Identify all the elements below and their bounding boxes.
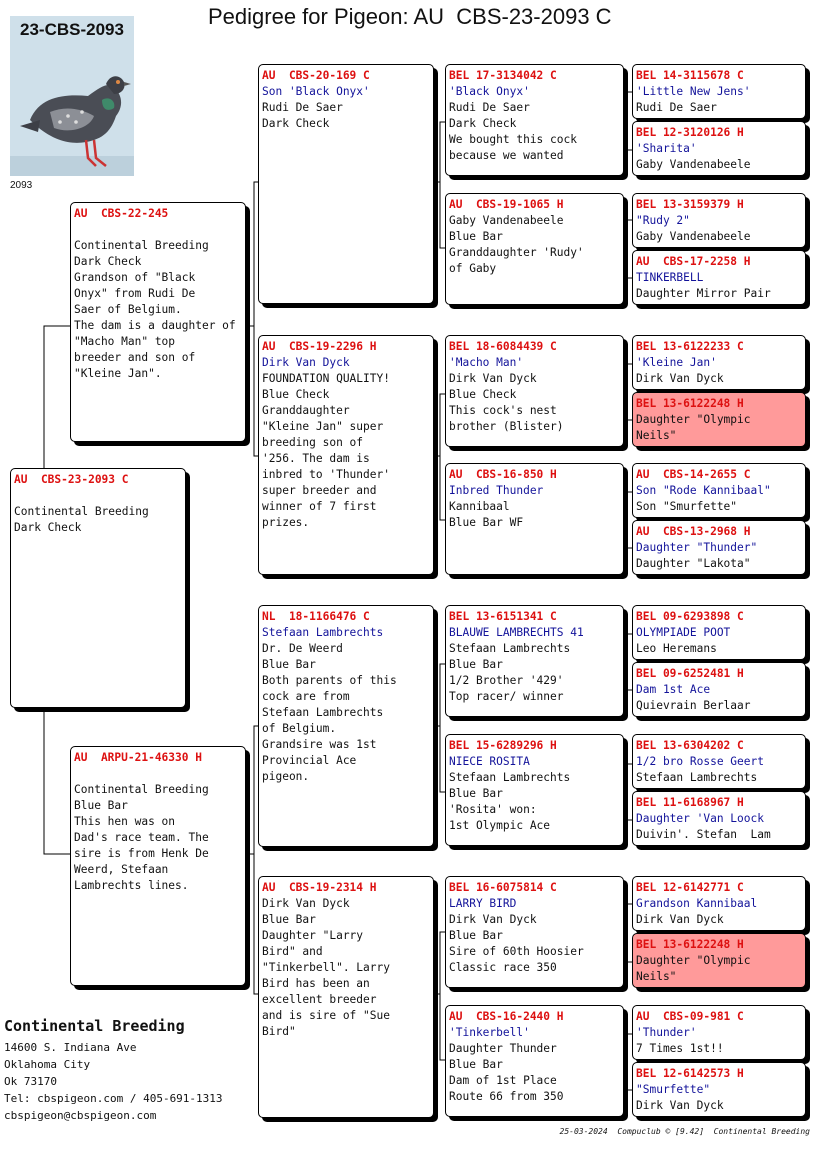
pedigree-note-line: Bird has been an xyxy=(262,977,370,990)
ring-number: BEL 13-6304202 C xyxy=(636,739,744,752)
ring-number: BEL 13-6122233 C xyxy=(636,340,744,353)
pedigree-box-g4 xyxy=(632,250,806,305)
pedigree-note-line: Blue Bar xyxy=(74,799,128,812)
pedigree-note-line: Top racer/ winner xyxy=(449,690,564,703)
pigeon-name: Inbred Thunder xyxy=(449,484,544,497)
pedigree-box-g3 xyxy=(445,335,624,447)
pigeon-name: BLAUWE LAMBRECHTS 41 xyxy=(449,626,584,639)
pigeon-name: 'Thunder' xyxy=(636,1026,697,1039)
pedigree-note-line: Grandsire was 1st xyxy=(262,738,377,751)
pedigree-note-line: Son "Smurfette" xyxy=(636,500,738,513)
pedigree-note-line: "Macho Man" top xyxy=(74,335,176,348)
pedigree-note-line: brother (Blister) xyxy=(449,420,564,433)
ring-number: BEL 15-6289296 H xyxy=(449,739,557,752)
ring-number: BEL 13-3159379 H xyxy=(636,198,744,211)
ring-number: BEL 13-6151341 C xyxy=(449,610,557,623)
pedigree-note-line: Blue Check xyxy=(449,388,517,401)
pedigree-note-line: of Gaby xyxy=(449,262,497,275)
pedigree-note-line: pigeon. xyxy=(262,770,310,783)
pedigree-note-line: Stefaan Lambrechts xyxy=(636,771,758,784)
ring-number: AU CBS-19-1065 H xyxy=(449,198,564,211)
breeder-tel: Tel: cbspigeon.com / 405-691-1313 xyxy=(4,1092,223,1105)
pedigree-note-line: This hen was on xyxy=(74,815,176,828)
pedigree-note-line: Daughter "Olympic xyxy=(636,954,751,967)
pedigree-note-line: Provincial Ace xyxy=(262,754,357,767)
pedigree-note-line: Onyx" from Rudi De xyxy=(74,287,196,300)
pigeon-name: Daughter 'Van Loock xyxy=(636,812,764,825)
pedigree-note-line: Granddaughter 'Rudy' xyxy=(449,246,584,259)
pedigree-note-line: Dad's race team. The xyxy=(74,831,209,844)
pedigree-note-line: Dark Check xyxy=(262,117,330,130)
pedigree-note-line: Classic race 350 xyxy=(449,961,557,974)
pedigree-box-dam xyxy=(70,746,246,986)
ring-number: BEL 13-6122248 H xyxy=(636,397,744,410)
pedigree-note-line: Granddaughter xyxy=(262,404,350,417)
pedigree-note-line: breeder and son of xyxy=(74,351,196,364)
pedigree-note-line: Continental Breeding xyxy=(14,505,149,518)
ring-number: AU CBS-19-2296 H xyxy=(262,340,377,353)
ring-number: BEL 16-6075814 C xyxy=(449,881,557,894)
pigeon-name: 'Tinkerbell' xyxy=(449,1026,530,1039)
pedigree-box-g3 xyxy=(445,64,624,176)
pigeon-name: OLYMPIADE POOT xyxy=(636,626,731,639)
breeder-info xyxy=(4,1018,223,1124)
pedigree-note-line: Continental Breeding xyxy=(74,783,209,796)
ring-number: AU CBS-22-245 xyxy=(74,207,169,220)
pedigree-box-g4 xyxy=(632,876,806,931)
page-title: Pedigree for Pigeon: AU CBS-23-2093 C xyxy=(208,4,612,29)
pigeon-name: TINKERBELL xyxy=(636,271,704,284)
pigeon-name: 'Kleine Jan' xyxy=(636,356,717,369)
pedigree-note-line: Daughter "Lakota" xyxy=(636,557,751,570)
pedigree-box-sire xyxy=(70,202,246,442)
pedigree-note-line: cock are from xyxy=(262,690,350,703)
footer-date: 25-03-2024 xyxy=(559,1127,608,1136)
ring-number: AU ARPU-21-46330 H xyxy=(74,751,202,764)
pedigree-note-line: Dirk Van Dyck xyxy=(449,372,537,385)
pedigree-note-line: Dirk Van Dyck xyxy=(449,913,537,926)
pedigree-note-line: We bought this cock xyxy=(449,133,577,146)
ring-number: AU CBS-23-2093 C xyxy=(14,473,129,486)
ring-number: AU CBS-20-169 C xyxy=(262,69,370,82)
pedigree-note-line: The dam is a daughter of xyxy=(74,319,236,332)
pedigree-note-line: Dirk Van Dyck xyxy=(636,372,724,385)
pedigree-note-line: Blue Bar xyxy=(449,787,503,800)
pedigree-note-line: Dark Check xyxy=(449,117,517,130)
ring-number: AU CBS-13-2968 H xyxy=(636,525,751,538)
pedigree-note-line: prizes. xyxy=(262,516,310,529)
pigeon-name: Son "Rode Kannibaal" xyxy=(636,484,771,497)
pedigree-box-subject xyxy=(10,468,186,708)
pedigree-note-line: Kannibaal xyxy=(449,500,510,513)
pigeon-name: "Rudy 2" xyxy=(636,214,690,227)
pedigree-note-line: Continental Breeding xyxy=(74,239,209,252)
pedigree-box-g4 xyxy=(632,1005,806,1060)
pigeon-name: Dam 1st Ace xyxy=(636,683,711,696)
pigeon-name: 1/2 bro Rosse Geert xyxy=(636,755,764,768)
ring-number: BEL 12-3120126 H xyxy=(636,126,744,139)
pedigree-note-line: Neils" xyxy=(636,429,677,442)
pedigree-note-line: 1st Olympic Ace xyxy=(449,819,551,832)
pedigree-box-g4 xyxy=(632,791,806,846)
pedigree-note-line: "Tinkerbell". Larry xyxy=(262,961,390,974)
pedigree-note-line: Daughter Thunder xyxy=(449,1042,557,1055)
ring-number: BEL 09-6293898 C xyxy=(636,610,744,623)
pedigree-note-line: Duivin'. Stefan Lam xyxy=(636,828,771,841)
pedigree-note-line: "Kleine Jan". xyxy=(74,367,162,380)
pedigree-note-line: winner of 7 first xyxy=(262,500,377,513)
pedigree-note-line: Dirk Van Dyck xyxy=(636,913,724,926)
pigeon-name: Grandson Kannibaal xyxy=(636,897,758,910)
pedigree-note-line: Quievrain Berlaar xyxy=(636,699,751,712)
pigeon-name: "Smurfette" xyxy=(636,1083,711,1096)
pedigree-note-line: Daughter "Olympic xyxy=(636,413,751,426)
pedigree-note-line: Stefaan Lambrechts xyxy=(262,706,384,719)
pedigree-note-line: excellent breeder xyxy=(262,993,377,1006)
pedigree-box-g4 xyxy=(632,335,806,390)
pedigree-note-line: Saer of Belgium. xyxy=(74,303,182,316)
pedigree-note-line: "Kleine Jan" super xyxy=(262,420,384,433)
ring-number: BEL 09-6252481 H xyxy=(636,667,744,680)
breeder-address: 14600 S. Indiana Ave xyxy=(4,1041,137,1054)
pedigree-note-line: Blue Check xyxy=(262,388,330,401)
ring-number: BEL 13-6122248 H xyxy=(636,938,744,951)
pedigree-note-line: Gaby Vandenabeele xyxy=(636,158,751,171)
pigeon-name: Dirk Van Dyck xyxy=(262,356,350,369)
pigeon-name: NIECE ROSITA xyxy=(449,755,530,768)
pedigree-note-line: sire is from Henk De xyxy=(74,847,209,860)
pigeon-name: 'Little New Jens' xyxy=(636,85,751,98)
ring-number: AU CBS-16-2440 H xyxy=(449,1010,564,1023)
pedigree-box-g4 xyxy=(632,605,806,660)
pedigree-note-line: Rudi De Saer xyxy=(449,101,530,114)
pedigree-note-line: Blue Bar xyxy=(449,658,503,671)
pedigree-note-line: Stefaan Lambrechts xyxy=(449,642,571,655)
ring-number: AU CBS-14-2655 C xyxy=(636,468,751,481)
pedigree-note-line: Weerd, Stefaan xyxy=(74,863,169,876)
pedigree-note-line: Blue Bar xyxy=(262,913,316,926)
pedigree-note-line: inbred to 'Thunder' xyxy=(262,468,390,481)
pedigree-box-g4 xyxy=(632,933,806,988)
pigeon-name: Daughter "Thunder" xyxy=(636,541,758,554)
pedigree-note-line: Bird" and xyxy=(262,945,323,958)
pedigree-note-line: Daughter "Larry xyxy=(262,929,364,942)
footer xyxy=(560,1127,810,1136)
pedigree-box-g4 xyxy=(632,64,806,119)
pedigree-note-line: Rudi De Saer xyxy=(262,101,343,114)
pedigree-note-line: Neils" xyxy=(636,970,677,983)
pedigree-note-line: and is sire of "Sue xyxy=(262,1009,390,1022)
ring-number: AU CBS-19-2314 H xyxy=(262,881,377,894)
pedigree-box-g3 xyxy=(445,876,624,988)
ring-number: AU CBS-09-981 C xyxy=(636,1010,744,1023)
pedigree-box-g3 xyxy=(445,463,624,575)
pedigree-note-line: Blue Bar WF xyxy=(449,516,524,529)
pedigree-note-line: Dam of 1st Place xyxy=(449,1074,557,1087)
pedigree-note-line: Blue Bar xyxy=(449,1058,503,1071)
pedigree-box-g4 xyxy=(632,662,806,717)
pedigree-note-line: Dirk Van Dyck xyxy=(636,1099,724,1112)
pedigree-note-line: Dark Check xyxy=(74,255,142,268)
breeder-name: Continental Breeding xyxy=(4,1017,185,1035)
photo-caption: 2093 xyxy=(10,180,33,191)
pedigree-note-line: because we wanted xyxy=(449,149,564,162)
pedigree-note-line: Stefaan Lambrechts xyxy=(449,771,571,784)
pigeon-name: LARRY BIRD xyxy=(449,897,517,910)
pedigree-box-g3 xyxy=(445,193,624,305)
pedigree-note-line: Gaby Vandenabeele xyxy=(636,230,751,243)
pigeon-name: 'Macho Man' xyxy=(449,356,524,369)
pedigree-note-line: of Belgium. xyxy=(262,722,337,735)
pedigree-note-line: super breeder and xyxy=(262,484,377,497)
pigeon-name: Son 'Black Onyx' xyxy=(262,85,370,98)
footer-breeder: Continental Breeding xyxy=(713,1127,810,1136)
pedigree-box-g4 xyxy=(632,463,806,518)
pedigree-box-g4 xyxy=(632,734,806,789)
pedigree-box-g4 xyxy=(632,1062,806,1117)
pedigree-note-line: Both parents of this xyxy=(262,674,397,687)
breeder-email: cbspigeon@cbspigeon.com xyxy=(4,1109,157,1122)
pedigree-note-line: Leo Heremans xyxy=(636,642,717,655)
pedigree-note-line: 'Rosita' won: xyxy=(449,803,537,816)
pedigree-note-line: Dr. De Weerd xyxy=(262,642,343,655)
breeder-state: Ok 73170 xyxy=(4,1075,57,1088)
pedigree-note-line: Dark Check xyxy=(14,521,82,534)
pedigree-note-line: Dirk Van Dyck xyxy=(262,897,350,910)
pedigree-note-line: FOUNDATION QUALITY! xyxy=(262,372,390,385)
pedigree-box-g4 xyxy=(632,392,806,447)
pedigree-box-g2 xyxy=(258,335,434,575)
pedigree-note-line: Blue Bar xyxy=(449,230,503,243)
pedigree-note-line: breeding son of xyxy=(262,436,364,449)
spacer xyxy=(14,488,182,504)
pedigree-note-line: This cock's nest xyxy=(449,404,557,417)
pedigree-box-g2 xyxy=(258,876,434,1118)
spacer xyxy=(74,222,242,238)
ring-number: AU CBS-17-2258 H xyxy=(636,255,751,268)
pedigree-box-g4 xyxy=(632,121,806,176)
pigeon-name: 'Sharita' xyxy=(636,142,697,155)
pedigree-note-line: Gaby Vandenabeele xyxy=(449,214,564,227)
pedigree-note-line: Route 66 from 350 xyxy=(449,1090,564,1103)
photo-label: 23-CBS-2093 xyxy=(20,20,124,39)
pedigree-note-line: Daughter Mirror Pair xyxy=(636,287,771,300)
ring-number: AU CBS-16-850 H xyxy=(449,468,557,481)
pedigree-box-g4 xyxy=(632,193,806,248)
pedigree-box-g3 xyxy=(445,605,624,717)
spacer xyxy=(74,766,242,782)
pedigree-note-line: Sire of 60th Hoosier xyxy=(449,945,584,958)
pedigree-box-g2 xyxy=(258,64,434,304)
ring-number: BEL 12-6142573 H xyxy=(636,1067,744,1080)
pedigree-note-line: Rudi De Saer xyxy=(636,101,717,114)
pigeon-name: 'Black Onyx' xyxy=(449,85,530,98)
pedigree-note-line: Lambrechts lines. xyxy=(74,879,189,892)
ring-number: BEL 17-3134042 C xyxy=(449,69,557,82)
pedigree-box-g2 xyxy=(258,605,434,847)
ring-number: BEL 14-3115678 C xyxy=(636,69,744,82)
pedigree-note-line: Blue Bar xyxy=(262,658,316,671)
ring-number: BEL 11-6168967 H xyxy=(636,796,744,809)
pedigree-note-line: 1/2 Brother '429' xyxy=(449,674,564,687)
ring-number: BEL 12-6142771 C xyxy=(636,881,744,894)
pedigree-box-g4 xyxy=(632,520,806,575)
footer-software: Compuclub © [9.42] xyxy=(617,1127,705,1136)
pigeon-name: Stefaan Lambrechts xyxy=(262,626,384,639)
ring-number: BEL 18-6084439 C xyxy=(449,340,557,353)
pedigree-note-line: Blue Bar xyxy=(449,929,503,942)
pedigree-box-g3 xyxy=(445,1005,624,1117)
pedigree-note-line: Grandson of "Black xyxy=(74,271,196,284)
pedigree-note-line: 7 Times 1st!! xyxy=(636,1042,724,1055)
breeder-city: Oklahoma City xyxy=(4,1058,91,1071)
pedigree-note-line: Bird" xyxy=(262,1025,296,1038)
pedigree-box-g3 xyxy=(445,734,624,846)
pedigree-note-line: '256. The dam is xyxy=(262,452,370,465)
ring-number: NL 18-1166476 C xyxy=(262,610,370,623)
